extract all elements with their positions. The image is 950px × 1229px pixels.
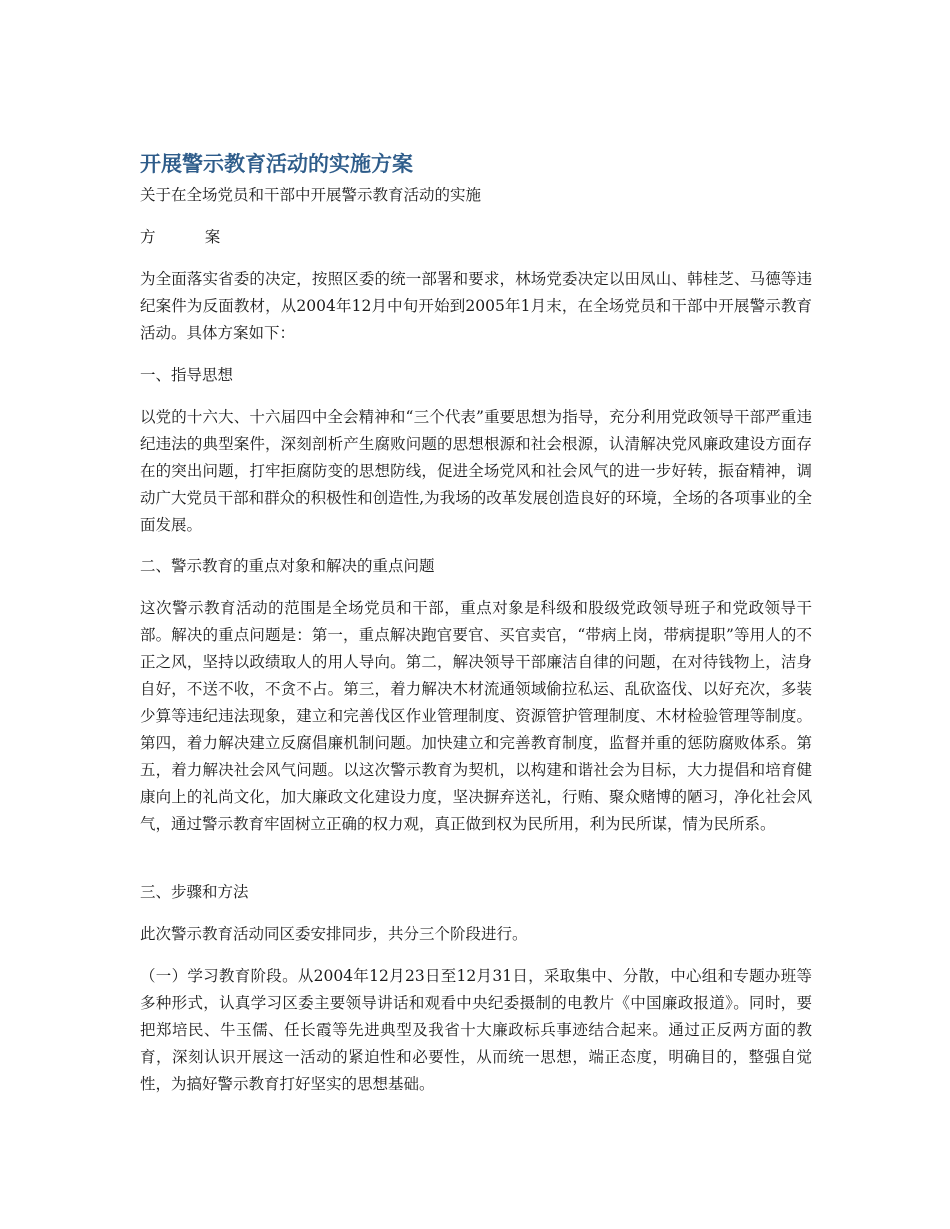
section-paragraph-stage-one: （一）学习教育阶段。从2004年12月23日至12月31日，采取集中、分散，中心组和专题办班等多种形式，认真学习区委主要领导讲话和观看中央纪委摄制的电教片《中国廉政报道》。同时，要把郑培民、牛玉儒、任长霞等先进典型及我省十大廉政标兵事迹结合起来。通过正反两方面的教育，深刻认识开展这一活动的紧迫性和必要性，从而统一思想，端正态度，明确目的，整强自觉性，为搞好警示教育打好坚实的思想基础。	[140, 967, 812, 1093]
section-paragraph-key-targets: 这次警示教育活动的范围是全场党员和干部，重点对象是科级和股级党政领导班子和党政领导干部。解决的重点问题是：第一，重点解决跑官要官、买官卖官，“带病上岗，带病提职”等用人的不正之风，坚持以政绩取人的用人导向。第二，解决领导干部廉洁自律的问题，在对待钱物上，洁身自好，不送不收，不贪不占。第三，着力解决木材流通领域偷拉私运、乱砍盗伐、以好充次，多装少算等违纪违法现象，建立和完善伐区作业管理制度、资源管护管理制度、木材检验管理等制度。第四，着力解决建立反腐倡廉机制问题。加快建立和完善教育制度，监督并重的惩防腐败体系。第五，着力解决社会风气问题。以这次警示教育为契机，以构建和谐社会为目标，大力提倡和培育健康向上的礼尚文化，加大廉政文化建设力度，坚决摒弃送礼，行贿、聚众赌博的陋习，净化社会风气，通过警示教育牢固树立正确的权力观，真正做到权为民所用，利为民所谋，情为民所系。	[140, 599, 812, 833]
section-heading-steps-methods: 三、步骤和方法	[140, 883, 249, 901]
document-subtitle: 关于在全场党员和干部中开展警示教育活动的实施	[140, 186, 482, 204]
section-paragraph-guiding-thought: 以党的十六大、十六届四中全会精神和“三个代表”重要思想为指导，充分利用党政领导干部严重违纪违法的典型案件，深刻剖析产生腐败问题的思想根源和社会根源，认清解决党风廉政建设方面存在的突出问题，打牢拒腐防变的思想防线，促进全场党风和社会风气的进一步好转，振奋精神，调动广大党员干部和群众的积极性和创造性,为我场的改革发展创造良好的环境，全场的各项事业的全面发展。	[140, 408, 812, 534]
section-heading-guiding-thought: 一、指导思想	[140, 366, 234, 384]
document-subtitle-continuation: 方 案	[140, 228, 221, 246]
intro-paragraph: 为全面落实省委的决定，按照区委的统一部署和要求，林场党委决定以田凤山、韩桂芝、马德等违纪案件为反面教材，从2004年12月中旬开始到2005年1月末，在全场党员和干部中开展警示教育活动。具体方案如下：	[140, 270, 812, 342]
section-heading-key-targets: 二、警示教育的重点对象和解决的重点问题	[140, 557, 435, 575]
section-paragraph-steps-intro: 此次警示教育活动同区委安排同步，共分三个阶段进行。	[140, 925, 528, 943]
document-title: 开展警示教育活动的实施方案	[140, 152, 413, 176]
